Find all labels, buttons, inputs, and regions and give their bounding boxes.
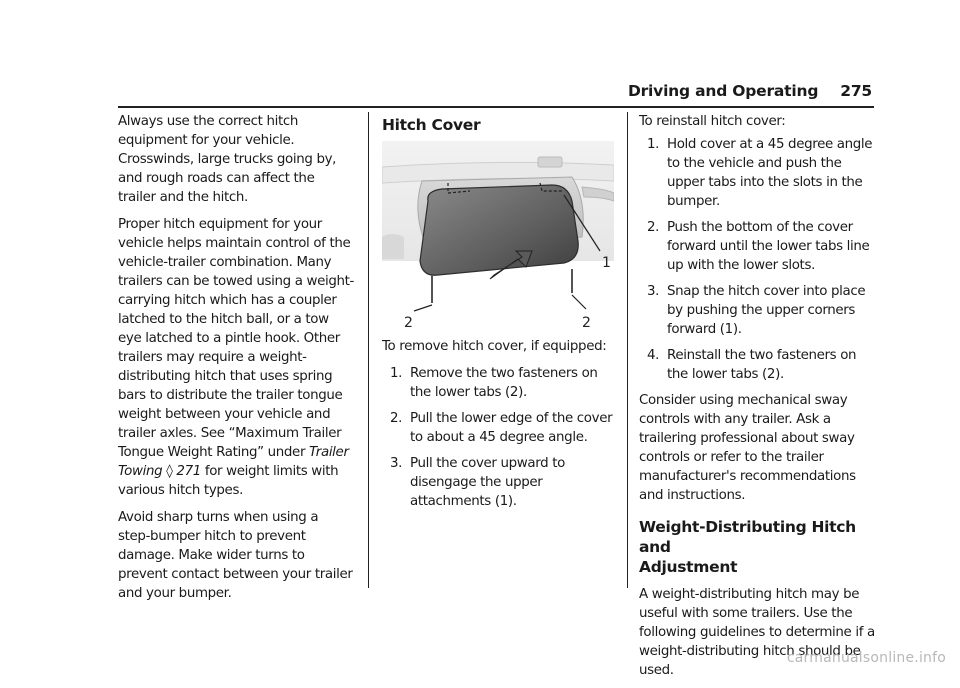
- callout-leader-2b: [572, 295, 586, 309]
- callout-2-right: 2: [582, 315, 591, 331]
- hitch-cover-illustration: [382, 141, 614, 333]
- paragraph-text: Proper hitch equipment for your vehicle helps maintain control of the vehicle-trailer combination. Many trailers can be towed using a weight-carrying hitch which has a coupler latched to the hitch ball, or a tow eye latched to a pintle hook. Other trailers may require a weight-distributing hitch that uses spring bars to distribute the trailer tongue weight between your vehicle and trailer axles. See “Maximum Trailer Tongue Weight Rating” under: [118, 217, 354, 460]
- paragraph-weight-distributing: A weight-distributing hitch may be useful with some trailers. Use the following guidelines to determine if a weight-distributing hitch should be used.: [639, 587, 875, 678]
- paragraph-sharp-turns: Avoid sharp turns when using a step-bumper hitch to prevent damage. Make wider turns to prevent contact between your trailer and your bumper.: [118, 510, 353, 601]
- page-number: 275: [840, 82, 872, 100]
- reinstall-intro: To reinstall hitch cover:: [639, 114, 786, 129]
- column-divider-1: [368, 112, 369, 588]
- page-ref-number[interactable]: 271: [176, 464, 201, 479]
- trailer-towing-link[interactable]: Trailer Towing: [118, 445, 349, 479]
- page-header: [628, 82, 872, 101]
- hitch-cover-drawing: [382, 141, 614, 333]
- callout-1: 1: [602, 255, 611, 271]
- callout-2-left: 2: [404, 315, 413, 331]
- hitch-cover-panel: [420, 185, 578, 275]
- column-divider-2: [627, 112, 628, 588]
- reinstall-steps-list: [639, 135, 875, 384]
- section-title: Driving and Operating: [627, 82, 819, 100]
- paragraph-text-end: for weight limits with various hitch types.: [118, 464, 339, 498]
- list-item: 3. Snap the hitch cover into place by pushing the upper corners forward (1).: [647, 284, 866, 337]
- paragraph-sway-controls: Consider using mechanical sway controls with any trailer. Ask a trailering professional about sway controls or refer to the trailer manufacturer's recommendations and instructions.: [639, 393, 856, 503]
- bumper-lower-left: [382, 234, 404, 259]
- list-item: 1. Hold cover at a 45 degree angle to the vehicle and push the upper tabs into the slots in the bumper.: [647, 137, 873, 209]
- paragraph-proper-hitch: [118, 215, 354, 500]
- page-ref-icon: ◊: [166, 464, 173, 479]
- list-item: 2. Pull the lower edge of the cover to about a 45 degree angle.: [390, 411, 613, 445]
- watermark: carmanualsonline.info: [786, 650, 946, 666]
- bumper-sensor: [538, 157, 562, 167]
- list-item: 1. Remove the two fasteners on the lower tabs (2).: [390, 366, 598, 400]
- heading-hitch-cover: Hitch Cover: [382, 116, 481, 134]
- column-right: [639, 112, 875, 688]
- heading-weight-distributing-hitch: Weight-Distributing Hitch and Adjustment: [639, 518, 856, 576]
- list-item: 4. Reinstall the two fasteners on the lower tabs (2).: [647, 348, 857, 382]
- header-rule: [118, 106, 874, 108]
- callout-leader-2a: [414, 305, 432, 311]
- remove-intro: To remove hitch cover, if equipped:: [382, 339, 607, 354]
- column-left: [118, 112, 354, 611]
- remove-steps-list: [382, 364, 618, 511]
- list-item: 3. Pull the cover upward to disengage the upper attachments (1).: [390, 456, 565, 509]
- paragraph-hitch-equipment: Always use the correct hitch equipment for your vehicle. Crosswinds, large trucks going by, and rough roads can affect the trailer and the hitch.: [118, 114, 337, 205]
- list-item: 2. Push the bottom of the cover forward until the lower tabs line up with the lower slots.: [647, 220, 870, 273]
- column-middle: [382, 112, 618, 518]
